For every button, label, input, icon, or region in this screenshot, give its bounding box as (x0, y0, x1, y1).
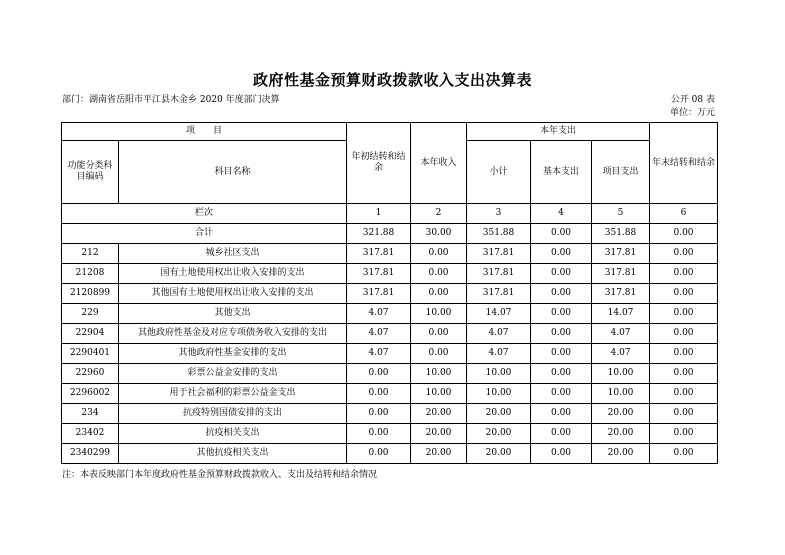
row-basic-expense: 0.00 (531, 244, 592, 264)
row-begin-balance: 0.00 (347, 404, 411, 424)
row-end-balance: 0.00 (650, 404, 718, 424)
row-begin-balance: 0.00 (347, 364, 411, 384)
row-code: 22904 (62, 324, 119, 344)
row-project-expense: 4.07 (592, 344, 650, 364)
row-subtotal: 4.07 (467, 344, 531, 364)
total-year-income: 30.00 (411, 224, 467, 244)
row-subtotal: 14.07 (467, 304, 531, 324)
row-basic-expense: 0.00 (531, 324, 592, 344)
col-num: 2 (411, 204, 467, 224)
row-basic-expense: 0.00 (531, 264, 592, 284)
row-subtotal: 317.81 (467, 244, 531, 264)
row-end-balance: 0.00 (650, 344, 718, 364)
row-subtotal: 10.00 (467, 364, 531, 384)
row-end-balance: 0.00 (650, 444, 718, 464)
row-subject-name: 用于社会福利的彩票公益金支出 (119, 384, 347, 404)
table-row (62, 304, 718, 324)
row-year-income: 10.00 (411, 384, 467, 404)
row-code: 23402 (62, 424, 119, 444)
table-row (62, 364, 718, 384)
row-project-expense: 317.81 (592, 264, 650, 284)
row-end-balance: 0.00 (650, 384, 718, 404)
header-end-balance: 年末结转和结余 (650, 123, 718, 204)
footnote: 注：本表反映部门本年度政府性基金预算财政拨款收入、支出及结转和结余情况 (62, 470, 378, 480)
row-year-income: 0.00 (411, 344, 467, 364)
row-subject-name: 城乡社区支出 (119, 244, 347, 264)
row-project-expense: 4.07 (592, 324, 650, 344)
row-subject-name: 其他政府性基金及对应专项债务收入安排的支出 (119, 324, 347, 344)
row-project-expense: 317.81 (592, 284, 650, 304)
table-row (62, 244, 718, 264)
table-row (62, 284, 718, 304)
row-begin-balance: 0.00 (347, 384, 411, 404)
header-year-expense: 本年支出 (467, 123, 650, 141)
row-basic-expense: 0.00 (531, 304, 592, 324)
table-row (62, 444, 718, 464)
row-basic-expense: 0.00 (531, 344, 592, 364)
row-year-income: 20.00 (411, 424, 467, 444)
row-project-expense: 20.00 (592, 444, 650, 464)
total-begin-balance: 321.88 (347, 224, 411, 244)
col-num: 4 (531, 204, 592, 224)
row-code: 21208 (62, 264, 119, 284)
row-subtotal: 10.00 (467, 384, 531, 404)
row-end-balance: 0.00 (650, 424, 718, 444)
fund-table (61, 122, 718, 464)
row-code: 2340299 (62, 444, 119, 464)
header-year-income: 本年收入 (411, 123, 467, 204)
header-func-code: 功能分类科目编码 (62, 141, 119, 204)
row-code: 2296002 (62, 384, 119, 404)
row-subtotal: 317.81 (467, 284, 531, 304)
total-project-expense: 351.88 (592, 224, 650, 244)
row-subtotal: 4.07 (467, 324, 531, 344)
row-year-income: 20.00 (411, 444, 467, 464)
col-num: 1 (347, 204, 411, 224)
department-label: 部门：湖南省岳阳市平江县木金乡 2020 年度部门决算 (62, 95, 280, 105)
row-project-expense: 317.81 (592, 244, 650, 264)
row-end-balance: 0.00 (650, 304, 718, 324)
row-year-income: 0.00 (411, 284, 467, 304)
row-year-income: 0.00 (411, 264, 467, 284)
row-subtotal: 317.81 (467, 264, 531, 284)
row-subject-name: 国有土地使用权出让收入安排的支出 (119, 264, 347, 284)
header-subtotal: 小计 (467, 141, 531, 204)
row-begin-balance: 0.00 (347, 444, 411, 464)
row-subtotal: 20.00 (467, 404, 531, 424)
col-num: 6 (650, 204, 718, 224)
row-end-balance: 0.00 (650, 244, 718, 264)
table-row (62, 384, 718, 404)
row-subject-name: 彩票公益金安排的支出 (119, 364, 347, 384)
row-begin-balance: 4.07 (347, 324, 411, 344)
row-project-expense: 20.00 (592, 404, 650, 424)
row-basic-expense: 0.00 (531, 384, 592, 404)
row-begin-balance: 317.81 (347, 244, 411, 264)
row-subject-name: 其他国有土地使用权出让收入安排的支出 (119, 284, 347, 304)
row-begin-balance: 317.81 (347, 284, 411, 304)
table-row (62, 264, 718, 284)
row-year-income: 10.00 (411, 364, 467, 384)
total-label: 合计 (62, 224, 347, 244)
row-subtotal: 20.00 (467, 424, 531, 444)
row-subject-name: 其他抗疫相关支出 (119, 444, 347, 464)
row-subject-name: 抗疫相关支出 (119, 424, 347, 444)
col-num: 3 (467, 204, 531, 224)
table-row (62, 324, 718, 344)
header-project: 项 目 (62, 123, 347, 141)
table-row (62, 424, 718, 444)
row-begin-balance: 4.07 (347, 304, 411, 324)
row-code: 212 (62, 244, 119, 264)
header-project-expense: 项目支出 (592, 141, 650, 204)
total-basic-expense: 0.00 (531, 224, 592, 244)
header-begin-balance: 年初结转和结余 (347, 123, 411, 204)
row-subtotal: 20.00 (467, 444, 531, 464)
row-basic-expense: 0.00 (531, 404, 592, 424)
table-code: 公开 08 表 (670, 95, 715, 105)
row-basic-expense: 0.00 (531, 284, 592, 304)
row-subject-name: 其他政府性基金安排的支出 (119, 344, 347, 364)
row-project-expense: 10.00 (592, 364, 650, 384)
table-row (62, 404, 718, 424)
row-code: 229 (62, 304, 119, 324)
row-subject-name: 抗疫特别国债安排的支出 (119, 404, 347, 424)
row-end-balance: 0.00 (650, 324, 718, 344)
row-begin-balance: 4.07 (347, 344, 411, 364)
unit-label: 单位：万元 (669, 108, 715, 118)
table-row (62, 344, 718, 364)
header-subject-name: 科目名称 (119, 141, 347, 204)
total-row (62, 224, 718, 244)
row-code: 2120899 (62, 284, 119, 304)
row-end-balance: 0.00 (650, 284, 718, 304)
row-subject-name: 其他支出 (119, 304, 347, 324)
row-year-income: 20.00 (411, 404, 467, 424)
total-subtotal: 351.88 (467, 224, 531, 244)
row-year-income: 0.00 (411, 324, 467, 344)
report-title: 政府性基金预算财政拨款收入支出决算表 (252, 71, 532, 89)
col-num: 5 (592, 204, 650, 224)
row-year-income: 0.00 (411, 244, 467, 264)
row-basic-expense: 0.00 (531, 444, 592, 464)
row-end-balance: 0.00 (650, 264, 718, 284)
header-basic-expense: 基本支出 (531, 141, 592, 204)
total-end-balance: 0.00 (650, 224, 718, 244)
row-basic-expense: 0.00 (531, 364, 592, 384)
row-basic-expense: 0.00 (531, 424, 592, 444)
row-end-balance: 0.00 (650, 364, 718, 384)
header-lanci: 栏次 (62, 204, 347, 224)
row-code: 22960 (62, 364, 119, 384)
row-code: 234 (62, 404, 119, 424)
row-begin-balance: 0.00 (347, 424, 411, 444)
row-project-expense: 10.00 (592, 384, 650, 404)
row-begin-balance: 317.81 (347, 264, 411, 284)
row-year-income: 10.00 (411, 304, 467, 324)
row-project-expense: 14.07 (592, 304, 650, 324)
row-code: 2290401 (62, 344, 119, 364)
row-project-expense: 20.00 (592, 424, 650, 444)
